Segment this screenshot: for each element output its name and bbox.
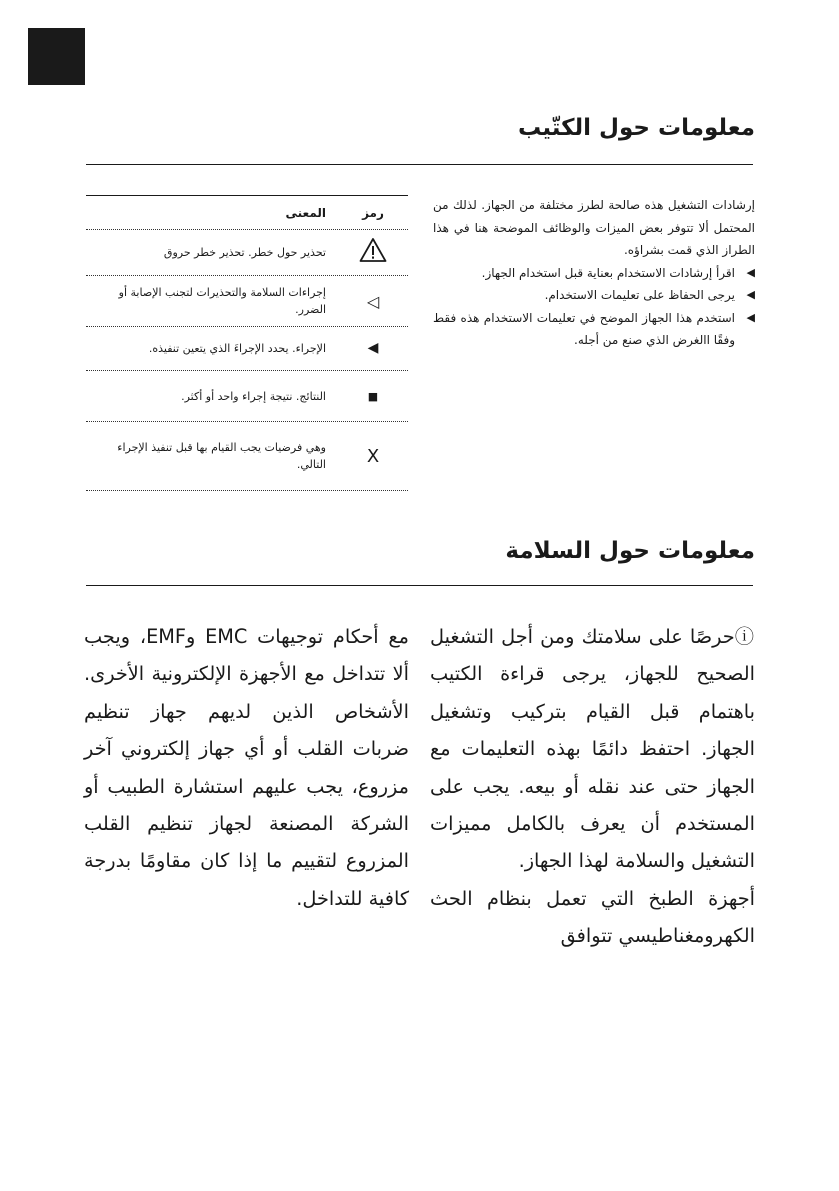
action-arrow-icon: ◀: [746, 310, 755, 324]
action-arrow-icon: ◀: [746, 265, 755, 279]
prerequisite-x-icon: X: [366, 445, 380, 467]
safety-triangle-icon: ◁: [366, 291, 380, 311]
header-meaning: المعنى: [285, 205, 326, 220]
booklet-intro: [433, 194, 755, 352]
safety-paragraph: ⓘحرصًا على سلامتك ومن أجل التشغيل الصحيح للجهاز، يرجى قراءة الكتيب باهتمام قبل القيام بتركيب وتشغيل الجهاز. احتفظ دائمًا بهذه التعليمات مع الجهاز حتى عند نقله أو بيعه. يجب على المستخدم أن يعرف بالكامل مميزات التشغيل والسلامة لهذا الجهاز.: [430, 625, 755, 873]
section-divider: [86, 164, 753, 165]
safety-paragraph: مع أحكام توجيهات EMC وEMF، ويجب ألا تتداخل مع الأجهزة الإلكترونية الأخرى. الأشخاص الذين لديهم جهاز تنظيم ضربات القلب أو أي جهاز إلكتروني آخر مزروع، يجب عليهم استشارة الطبيب أو الشركة المصنعة لجهاز تنظيم القلب المزروع لتقييم ما إذا كان مقاومًا بدرجة كافية للتداخل.: [84, 625, 409, 910]
bullet-item: ◀ يرجى الحفاظ على تعليمات الاستخدام.: [433, 284, 755, 307]
bullet-item: ◀ استخدم هذا الجهاز الموضح في تعليمات الاستخدام هذه فقط وفقًا االغرض الذي صنع من أجله.: [433, 307, 755, 352]
warning-triangle-icon: [338, 237, 408, 268]
table-row: ◀ الإجراء. يحدد الإجراءَ الذي يتعين تنفيذه.: [86, 327, 408, 371]
action-arrow-icon: ◀: [367, 340, 379, 356]
table-row: X وهي فرضيات يجب القيام بها قبل تنفيذ الإجراء التالي.: [86, 422, 408, 491]
section-divider: [86, 585, 753, 586]
booklet-section-title: معلومات حول الكتّيب: [517, 115, 755, 141]
header-symbol: رمز: [362, 205, 384, 220]
safety-paragraph: أجهزة الطبخ التي تعمل بنظام الحث الكهرومغناطيسي تتوافق: [430, 886, 755, 948]
table-row: تحذير حول خطر. تحذير خطر حروق: [86, 230, 408, 276]
table-row: ■ النتائج. نتيجة إجراء واحد أو أكثر.: [86, 371, 408, 422]
bullet-item: ◀ اقرأ إرشادات الاستخدام بعناية قبل استخدام الجهاز.: [433, 262, 755, 285]
result-square-icon: ■: [367, 389, 379, 403]
action-arrow-icon: ◀: [746, 288, 755, 301]
symbols-table: [86, 195, 408, 491]
intro-paragraph: إرشادات التشغيل هذه صالحة لطرز مختلفة من الجهاز. لذلك من المحتمل ألا تتوفر بعض الميزات والوظائف الموضحة هنا في هذا الطراز الذي قمت بشراؤه.: [433, 198, 755, 257]
page-marker-block: [28, 28, 85, 85]
safety-text-right-column: [430, 618, 755, 955]
safety-section-title: معلومات حول السلامة: [505, 538, 755, 564]
table-header: [86, 196, 408, 230]
info-icon: ⓘ: [734, 625, 755, 648]
safety-text-left-column: [84, 618, 409, 917]
table-row: ◁ إجراءات السلامة والتحذيرات لتجنب الإصابة أو الضرر.: [86, 276, 408, 327]
